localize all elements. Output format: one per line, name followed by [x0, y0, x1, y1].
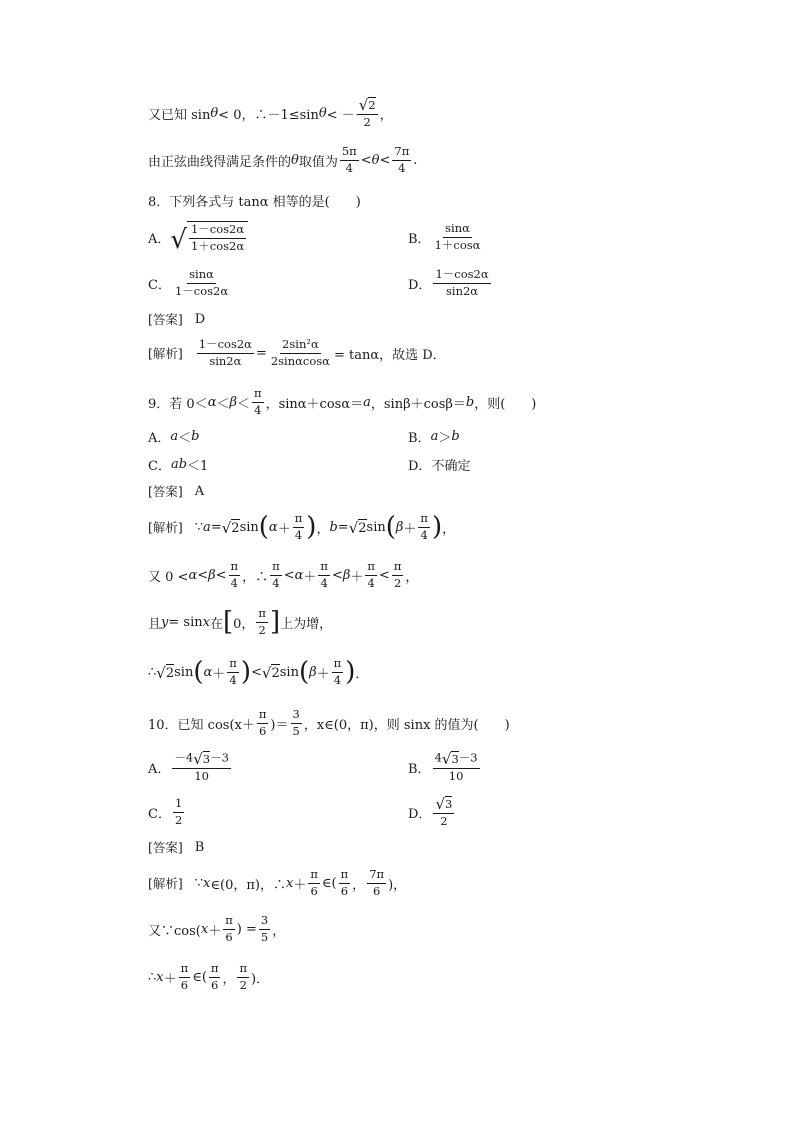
fraction	[173, 797, 184, 826]
option-label: A．	[148, 761, 171, 777]
q8-option-c	[148, 266, 232, 300]
fraction	[291, 708, 302, 737]
text: θ	[318, 105, 327, 121]
denominator: 4	[254, 402, 262, 417]
denominator: 4	[229, 672, 237, 687]
denominator: 6	[180, 977, 189, 992]
text: <	[331, 567, 343, 583]
numerator: 7π	[367, 868, 386, 883]
answer-tag: [答案]	[148, 840, 183, 855]
text: <	[197, 567, 209, 583]
fraction: －4 √ 3 －3 10	[174, 749, 229, 783]
option-label: C．	[148, 458, 171, 474]
text: ＋	[212, 666, 226, 682]
q10-analysis-3	[148, 960, 269, 994]
text: ＋	[303, 569, 317, 585]
text: sin	[239, 519, 259, 535]
answer-value: D	[194, 311, 206, 327]
radicand: 2	[165, 665, 175, 681]
denominator: 6	[225, 929, 233, 944]
numerator: π	[418, 512, 430, 527]
text: 在	[209, 616, 223, 632]
text: ＜	[237, 396, 251, 412]
text: = tanα，故选 D．	[333, 347, 446, 363]
text: <	[379, 152, 391, 168]
text: ，	[442, 521, 456, 537]
numerator: π	[223, 914, 235, 929]
radicand: 3	[445, 797, 453, 812]
option-label: B．	[408, 231, 431, 247]
text: ＜1	[187, 458, 209, 474]
text: x	[285, 875, 294, 891]
denominator: 2	[239, 977, 247, 992]
radicand: 2	[271, 665, 280, 681]
numerator: π	[392, 560, 404, 575]
text: ，	[272, 923, 286, 939]
text: sin	[366, 519, 386, 535]
text: ，	[352, 877, 366, 893]
fraction	[256, 607, 268, 636]
analysis-tag: [解析]	[148, 876, 183, 891]
q8-analysis	[148, 336, 446, 370]
text: β	[229, 394, 237, 410]
denominator: 4	[333, 672, 342, 687]
text: ∈(	[321, 875, 337, 891]
text: .	[413, 152, 418, 168]
text: ，sinα＋cosα＝	[265, 396, 364, 412]
sqrt: √ 2	[348, 518, 367, 537]
intro-line-2	[148, 143, 417, 177]
q9-stem	[148, 385, 536, 419]
q9-option-d	[408, 447, 470, 481]
text: <	[378, 567, 390, 583]
text: ，	[222, 971, 236, 987]
text: ＋	[277, 521, 291, 537]
numerator: π	[365, 560, 377, 575]
fraction	[197, 338, 254, 367]
numerator: π	[332, 657, 344, 672]
text: ＋	[208, 923, 222, 939]
text: 0，	[233, 616, 255, 632]
fraction	[237, 962, 249, 991]
fraction: 4 √ 3 －3 10	[434, 749, 478, 783]
q8-option-a	[148, 220, 248, 254]
radicand: 2	[368, 98, 376, 113]
numerator: π	[257, 708, 269, 723]
numerator: π	[237, 962, 249, 977]
fraction	[209, 962, 221, 991]
option-label: D．	[408, 277, 432, 293]
answer-tag: [答案]	[148, 312, 183, 327]
numerator: 3	[291, 708, 302, 723]
intro-line-1	[148, 96, 393, 130]
sqrt: √ 2	[221, 518, 240, 537]
text: β	[395, 519, 404, 535]
fraction	[367, 868, 386, 897]
text: ＞	[438, 430, 452, 446]
q8-answer	[148, 302, 205, 336]
text: β	[309, 664, 317, 680]
text: a	[203, 519, 211, 535]
fraction	[365, 560, 377, 589]
text: < 0，∴－1≤sin	[218, 107, 319, 123]
text: )．	[251, 971, 270, 987]
numerator: π	[209, 962, 221, 977]
q9-analysis-2	[148, 558, 418, 592]
numerator: π	[339, 868, 351, 883]
denominator: 6	[211, 977, 219, 992]
fraction	[173, 268, 230, 297]
fraction	[433, 268, 490, 297]
denominator: 10	[194, 768, 209, 783]
denominator: 1－cos2α	[174, 283, 229, 298]
q9-answer	[148, 474, 204, 508]
option-label: D．	[408, 806, 432, 822]
text: ，	[316, 521, 330, 537]
fraction	[318, 560, 330, 589]
fraction	[179, 962, 191, 991]
fraction	[257, 708, 269, 737]
denominator: sin2α	[209, 353, 242, 368]
denominator: 4	[420, 527, 428, 542]
denominator: 4	[294, 527, 303, 542]
denominator: 4	[272, 575, 280, 590]
text: 上为增，	[280, 616, 333, 632]
denominator: 6	[372, 883, 381, 898]
denominator: 2	[174, 812, 183, 827]
text: 且	[148, 616, 162, 632]
denominator: 4	[345, 160, 353, 175]
text: b	[451, 428, 460, 444]
fraction	[339, 868, 351, 897]
text: x	[200, 921, 209, 937]
sqrt: √ 2	[156, 663, 175, 682]
text: ，则( )	[474, 396, 537, 412]
text: ∈(0，π)，∴	[210, 877, 286, 893]
bracket: [	[222, 607, 234, 637]
text: ＋	[163, 971, 177, 987]
text: ，∴	[242, 569, 269, 585]
analysis-tag: [解析]	[148, 520, 183, 535]
numerator: π	[229, 560, 241, 575]
denominator: 5	[260, 929, 269, 944]
text: θ	[291, 152, 299, 168]
text: ＋	[293, 877, 307, 893]
q10-option-a	[148, 750, 233, 784]
text: α	[268, 519, 278, 535]
text: b	[465, 394, 475, 410]
text: ，	[379, 107, 393, 123]
q9-analysis-3	[148, 605, 332, 639]
numerator: 1－cos2α	[189, 223, 246, 238]
text: 4	[434, 750, 442, 765]
radicand: 3	[202, 752, 211, 767]
text: －3	[458, 750, 478, 765]
q10-analysis-1	[148, 866, 406, 900]
text: 10．已知 cos(x＋	[148, 717, 255, 733]
numerator: π	[252, 387, 264, 402]
fraction	[418, 512, 430, 541]
text: <	[215, 567, 227, 583]
denominator: 6	[310, 883, 318, 898]
radicand: 2	[358, 520, 367, 536]
denominator: 4	[320, 575, 328, 590]
fraction	[332, 657, 344, 686]
q10-answer	[148, 830, 204, 864]
fraction	[433, 222, 483, 251]
text: a	[170, 428, 179, 444]
denominator: 2	[440, 813, 448, 828]
q10-stem	[148, 706, 510, 740]
text: a	[430, 428, 439, 444]
text: =	[210, 519, 222, 535]
text: x	[202, 614, 210, 630]
fraction	[392, 145, 411, 174]
text: )，	[388, 877, 407, 893]
numerator: π	[179, 962, 191, 977]
text: 取值为	[298, 154, 338, 170]
fraction	[252, 387, 264, 416]
text: sin	[279, 664, 299, 680]
text: α	[203, 664, 213, 680]
text: b	[329, 519, 338, 535]
fraction	[270, 560, 282, 589]
text: = sin	[168, 614, 203, 630]
text: ＋	[350, 569, 364, 585]
text: ab	[170, 456, 188, 472]
q10-option-b	[408, 750, 482, 784]
text: α	[207, 394, 217, 410]
fraction: √ 2 2	[358, 95, 376, 129]
text: y	[161, 614, 169, 630]
text: ∈(	[192, 969, 207, 985]
numerator: 2sin²α	[280, 338, 321, 353]
numerator: π	[308, 868, 320, 883]
text: ∵	[194, 519, 204, 535]
fraction	[227, 657, 239, 686]
numerator: π	[227, 657, 239, 672]
denominator: 4	[398, 160, 406, 175]
q10-option-d	[408, 795, 456, 829]
text: x	[203, 875, 211, 891]
text: x	[156, 969, 164, 985]
answer-value: B	[194, 839, 205, 855]
denominator: 2	[363, 114, 371, 129]
denominator: 2sinαcosα	[270, 353, 330, 368]
text: θ	[371, 152, 380, 168]
sqrt: √ $\frac{1-\cos 2\alpha}{1+\cos 2\alpha}$	[170, 221, 248, 252]
fraction	[229, 560, 241, 589]
numerator: 3	[259, 914, 270, 929]
text: ∵	[194, 875, 204, 891]
radicand: 2	[231, 520, 240, 536]
numerator: π	[270, 560, 282, 575]
text: < －	[326, 107, 355, 123]
q8-option-d	[408, 266, 493, 300]
denominator: 2	[258, 622, 266, 637]
numerator: 1－cos2α	[197, 338, 254, 353]
text: <	[360, 152, 372, 168]
text: α	[188, 567, 198, 583]
text: θ	[210, 105, 219, 121]
text: －4	[174, 750, 194, 765]
text: <	[251, 664, 262, 680]
numerator: sinα	[187, 268, 216, 283]
denominator: 2	[393, 575, 402, 590]
option-label: C．	[148, 277, 171, 293]
text: a	[363, 394, 371, 410]
text: ＋	[316, 666, 330, 682]
radicand: 3	[451, 752, 459, 767]
text: α	[294, 567, 304, 583]
q9-analysis-1: [解析] ∵ a = √ 2 sin ( α ＋ $\frac{\pi}{4}$ ) ， b = √ 2 sin ( β ＋ $\frac{\pi}{4}$ ) ，	[148, 511, 456, 542]
q8-stem: 8．下列各式与 tanα 相等的是( )	[148, 194, 361, 210]
text: β	[342, 567, 351, 583]
numerator: π	[318, 560, 330, 575]
q10-option-c	[148, 795, 186, 829]
text: 不确定	[431, 458, 471, 474]
denominator: 1＋cosα	[434, 237, 481, 252]
fraction	[392, 560, 404, 589]
text: 由正弦曲线得满足条件的	[148, 154, 292, 170]
denominator: 4	[230, 575, 238, 590]
text: ) =	[236, 921, 257, 937]
text: ．	[355, 666, 369, 682]
analysis-tag: [解析]	[148, 346, 183, 361]
text: b	[191, 428, 200, 444]
option-label: D．	[408, 458, 432, 474]
option-label: B．	[408, 430, 431, 446]
numerator: 1－cos2α	[433, 268, 490, 283]
text: 又 0 <	[148, 569, 189, 585]
option-label: A．	[148, 231, 171, 247]
numerator: 7π	[392, 145, 411, 160]
numerator: π	[293, 512, 305, 527]
denominator: 6	[258, 723, 267, 738]
text: 又∵cos(	[148, 923, 201, 939]
fraction	[269, 338, 332, 367]
text: sin	[174, 664, 194, 680]
numerator: sinα	[443, 222, 472, 237]
q9-analysis-4: ∴ √ 2 sin ( α ＋ $\frac{\pi}{4}$ ) < √ 2 sin ( β ＋ $\frac{\pi}{4}$ ) ．	[148, 656, 369, 687]
fraction	[223, 914, 235, 943]
fraction: √ 3 2	[435, 794, 453, 828]
bracket: ]	[269, 607, 281, 637]
fraction	[308, 868, 320, 897]
text: ＜	[178, 430, 192, 446]
text: =	[255, 345, 267, 361]
denominator: 1＋cos2α	[190, 238, 245, 253]
denominator: 10	[448, 768, 464, 783]
denominator: 6	[340, 883, 349, 898]
numerator: π	[256, 607, 268, 622]
text: 又已知 sin	[148, 107, 211, 123]
text: 9．若 0＜	[148, 396, 208, 412]
text: ，sinβ＋cosβ＝	[370, 396, 466, 412]
numerator: 5π	[340, 145, 359, 160]
q10-analysis-2	[148, 912, 285, 946]
q8-option-b	[408, 220, 484, 254]
text: ，	[405, 569, 419, 585]
fraction	[259, 914, 270, 943]
answer-value: A	[194, 483, 205, 499]
text: )＝	[270, 717, 289, 733]
text: ＋	[403, 521, 417, 537]
text: ∴	[148, 664, 157, 680]
numerator: 1	[173, 797, 184, 812]
sqrt: √ 2	[261, 663, 280, 682]
text: β	[208, 567, 216, 583]
option-label: A．	[148, 430, 171, 446]
text: =	[337, 519, 349, 535]
text: <	[283, 567, 295, 583]
fraction	[340, 145, 359, 174]
text: ＜	[216, 396, 230, 412]
answer-tag: [答案]	[148, 484, 183, 499]
denominator: sin2α	[445, 283, 479, 298]
text: ，x∈(0，π)，则 sinx 的值为( )	[303, 717, 510, 733]
option-label: C．	[148, 806, 171, 822]
text: －3	[210, 750, 229, 765]
option-label: B．	[408, 761, 431, 777]
text: ∴	[148, 969, 157, 985]
denominator: 5	[292, 723, 300, 738]
fraction	[293, 512, 305, 541]
denominator: 4	[367, 575, 375, 590]
